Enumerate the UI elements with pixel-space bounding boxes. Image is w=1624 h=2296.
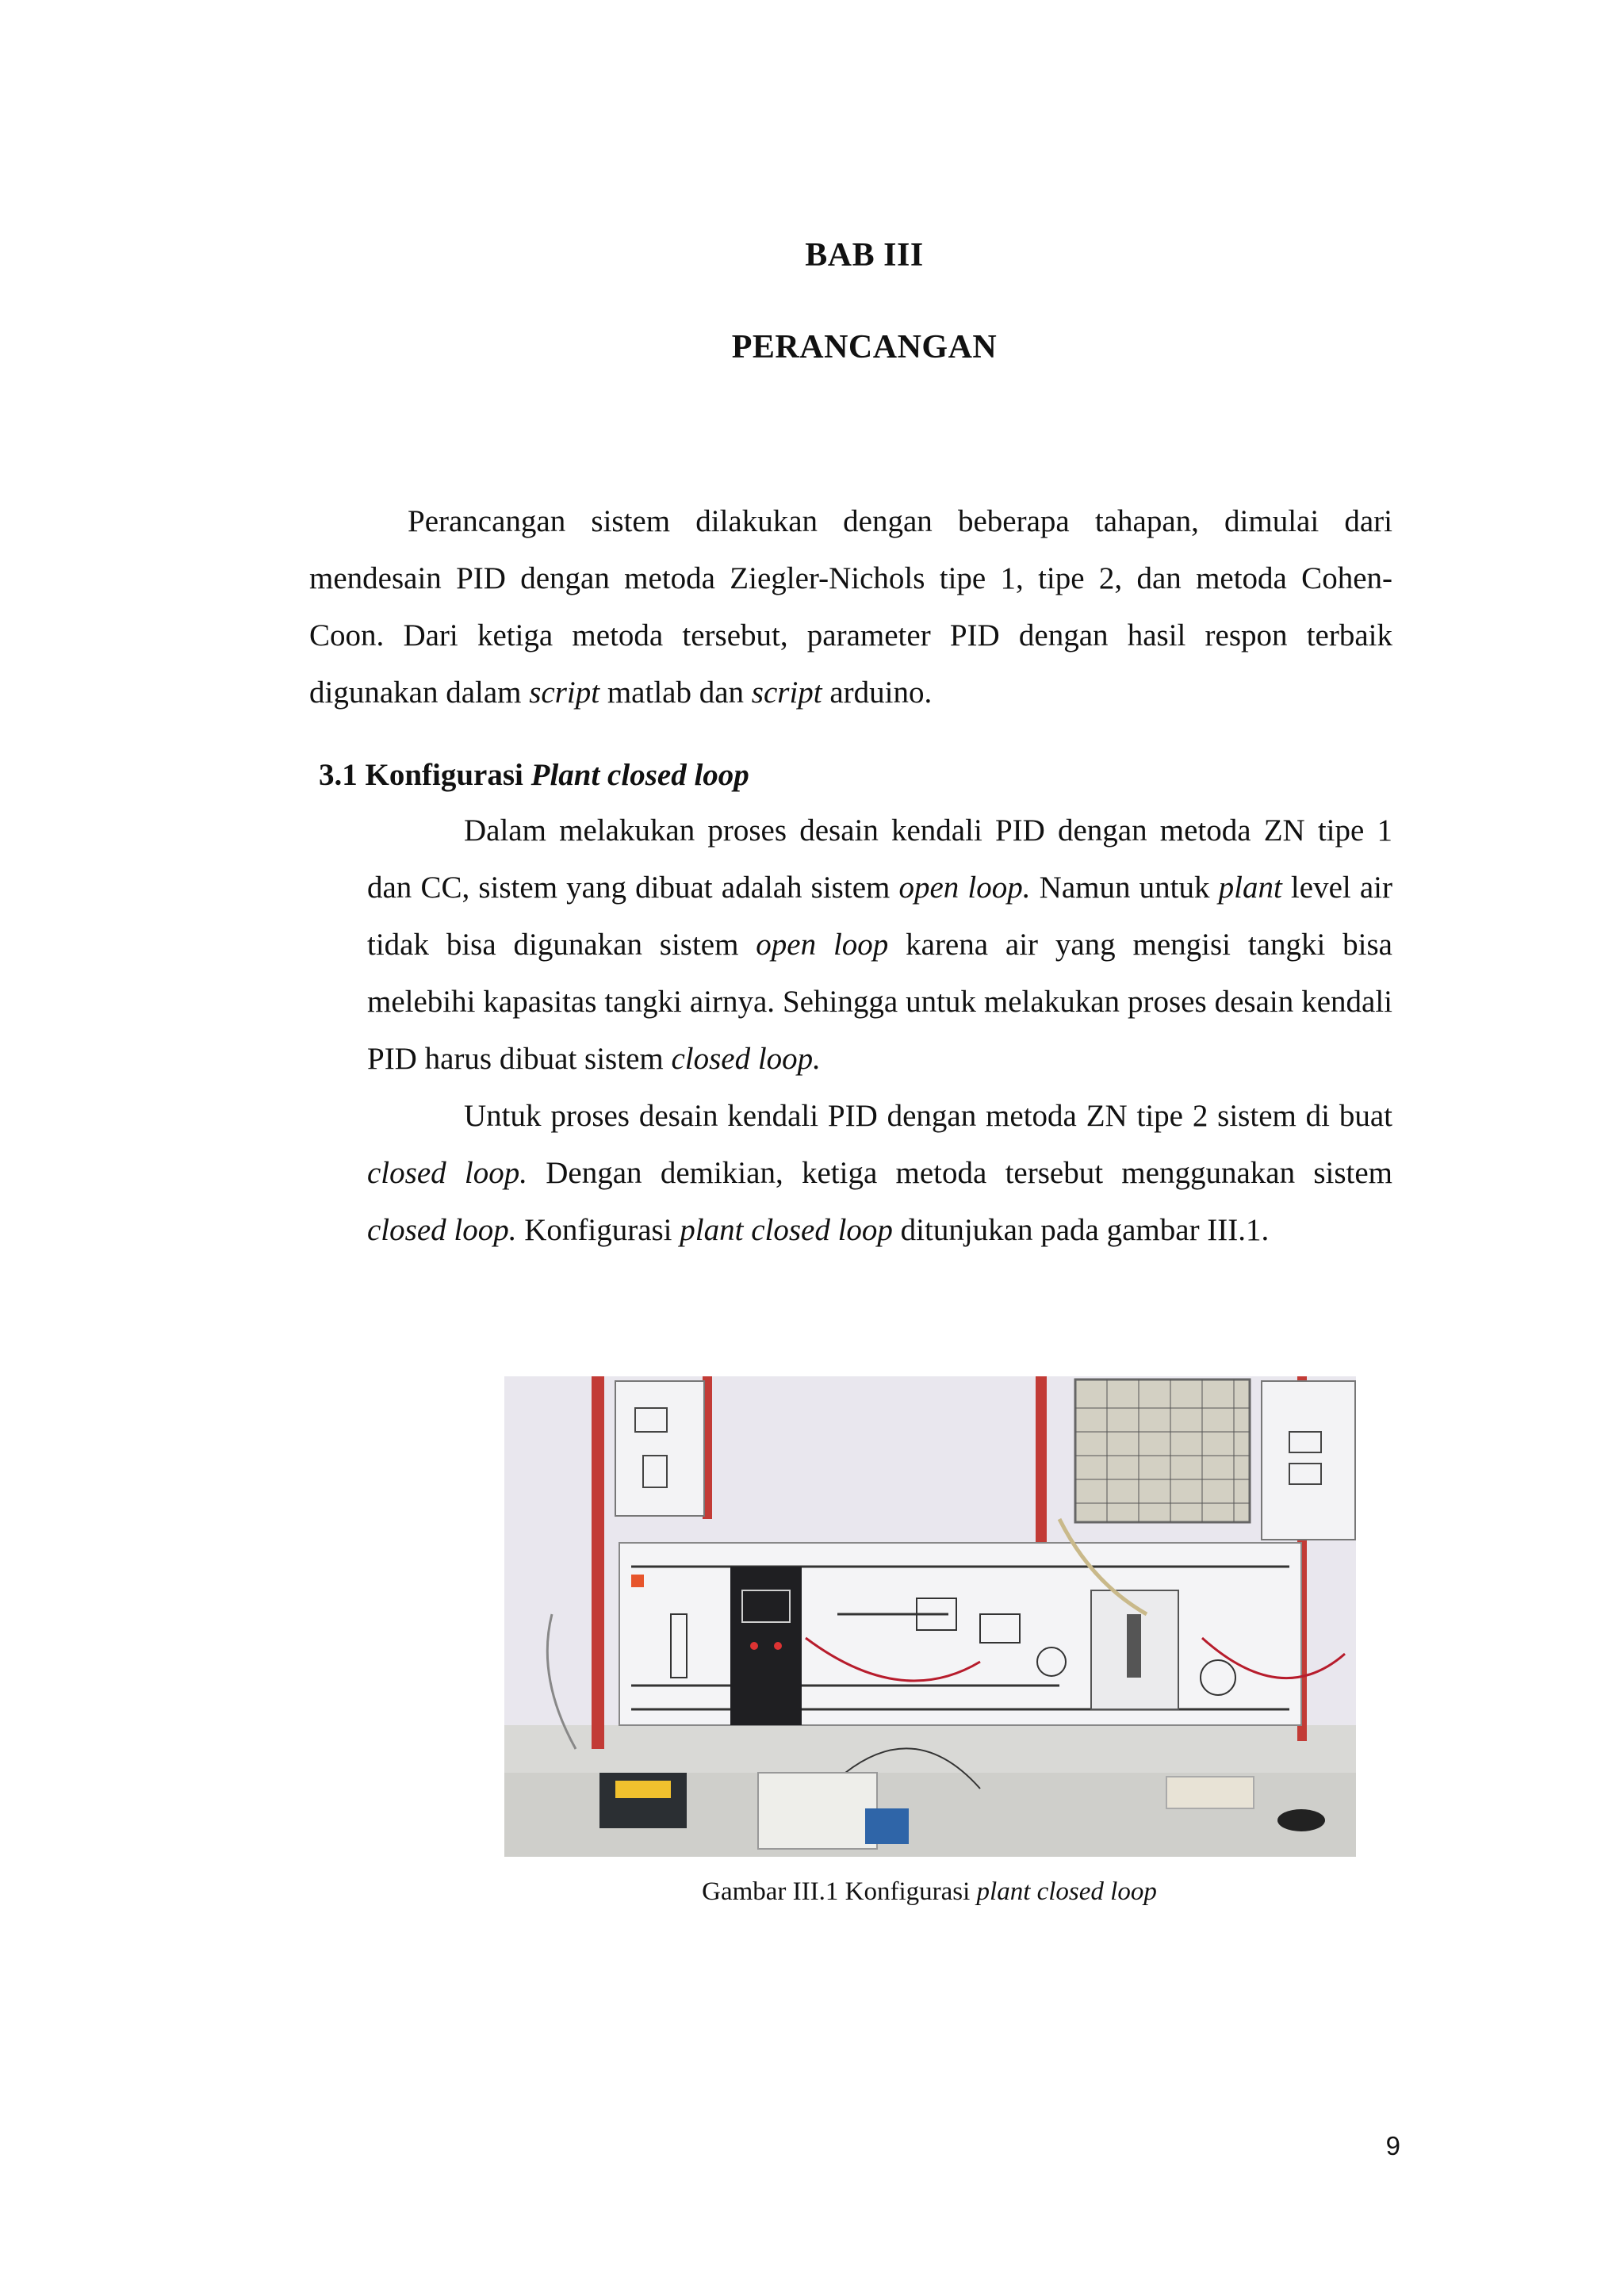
figure-caption: Gambar III.1 Konfigurasi plant closed loop	[702, 1877, 1157, 1906]
intro-paragraph: Perancangan sistem dilakukan dengan beberapa tahapan, dimulai dari mendesain PID dengan metoda Ziegler-Nichols tipe 1, tipe 2, dan metoda Cohen-Coon. Dari ketiga metoda tersebut, parameter PID dengan hasil respon terbaik digunakan dalam script matlab dan script arduino.	[309, 504, 1392, 710]
section-heading: 3.1 Konfigurasi Plant closed loop	[319, 758, 749, 792]
chapter-title: PERANCANGAN	[731, 329, 998, 365]
plant-photo	[504, 1376, 1356, 1857]
body-paragraph-1: Dalam melakukan proses desain kendali PID dengan metoda ZN tipe 1 dan CC, sistem yang dibuat adalah sistem open loop. Namun untuk plant level air tidak bisa digunakan sistem open loop karena air yang mengisi tangki bisa melebihi kapasitas tangki airnya. Sehingga untuk melakukan proses desain kendali PID harus dibuat sistem closed loop.	[367, 813, 1392, 1076]
page-number: 9	[1385, 2131, 1400, 2160]
chapter-number: BAB III	[805, 237, 924, 274]
body-paragraph-2: Untuk proses desain kendali PID dengan metoda ZN tipe 2 sistem di buat closed loop. Dengan demikian, ketiga metoda tersebut menggunakan sistem closed loop. Konfigurasi plant closed loop ditunjukan pada gambar III.1.	[367, 1099, 1393, 1247]
